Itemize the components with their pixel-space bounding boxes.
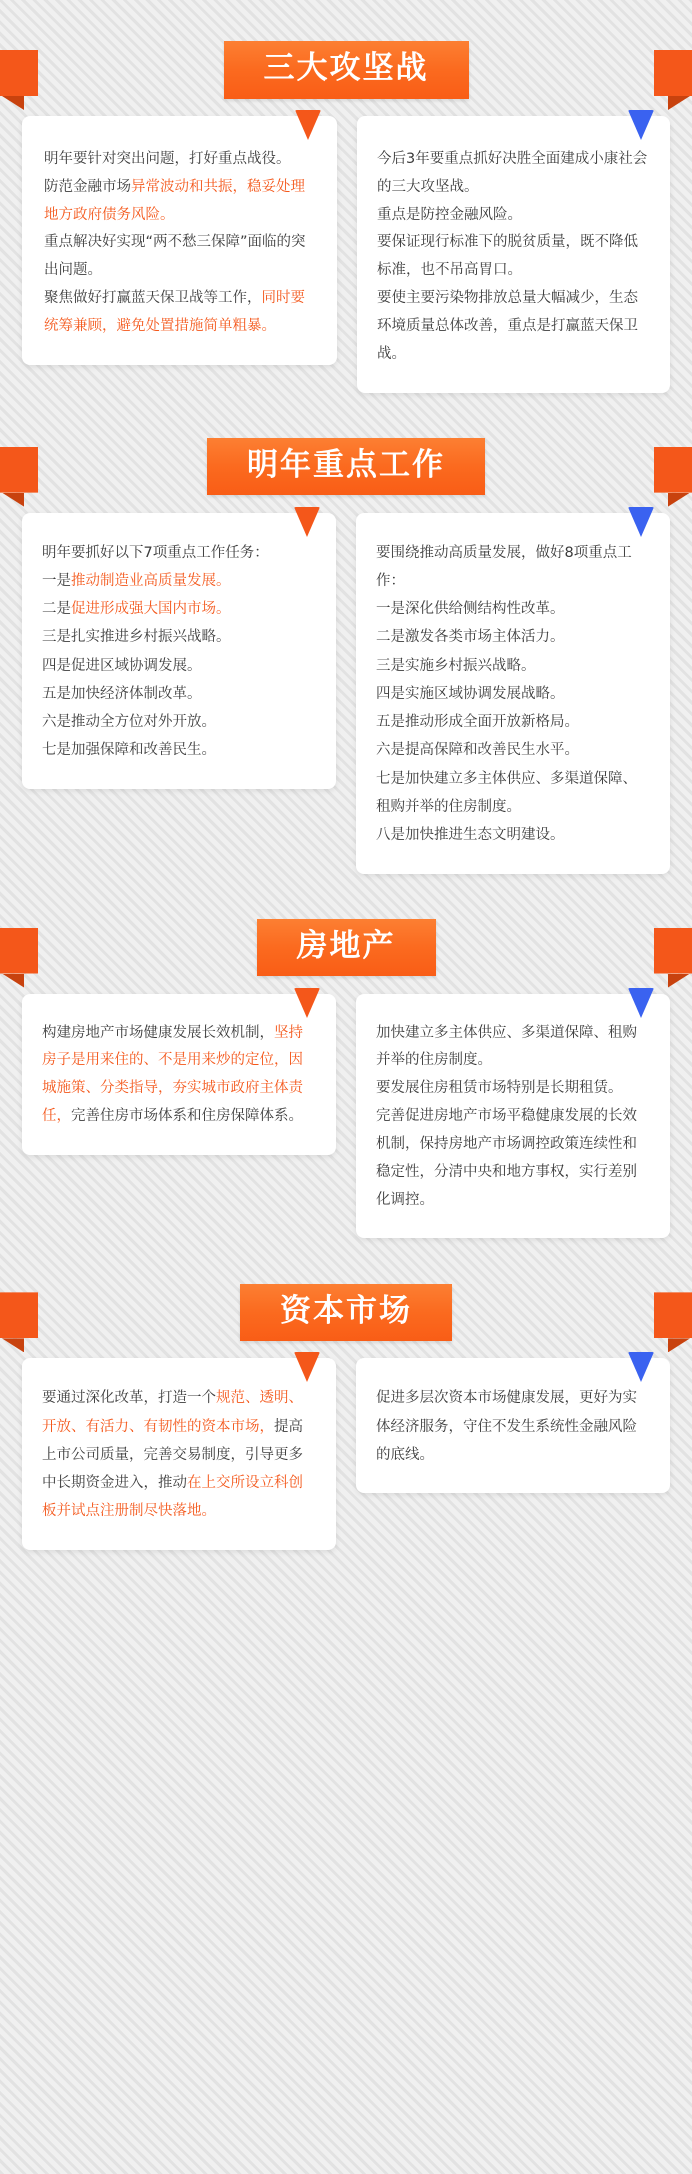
section-banner [22,902,670,994]
body-text: 防范金融市场 [44,178,131,195]
body-text: 一是 [42,572,71,589]
body-text: 要通过深化改革，打造一个 [42,1390,216,1407]
body-text: 三是扎实推进乡村振兴战略。 [42,629,231,646]
ribbon-tail-left [0,50,38,96]
body-text: 明年要抓好以下7项重点工作任务： [42,544,269,561]
card-pair [22,116,670,393]
section-banner [22,24,670,116]
corner-bookmark-icon [628,1352,654,1382]
body-text: 二是激发各类市场主体活力。 [376,629,565,646]
corner-bookmark-icon [628,988,654,1018]
card-right [356,513,670,874]
paragraph [42,539,316,567]
paragraph [42,736,316,764]
card-pair [22,994,670,1239]
paragraph [377,146,650,202]
highlighted-text: 同时要统筹兼顾，避免处置措施简单粗暴。 [44,290,305,334]
paragraph [376,1384,650,1469]
highlighted-text: 推动制造业高质量发展。 [71,572,231,589]
body-text: 六是提高保障和改善民生水平。 [376,742,579,759]
section-title: 明年重点工作 [207,438,485,496]
body-text: 四是促进区域协调发展。 [42,657,202,674]
paragraph [42,708,316,736]
body-text: 聚焦做好打赢蓝天保卫战等工作， [44,290,262,307]
body-text: 构建房地产市场健康发展长效机制， [42,1024,274,1041]
body-text: 明年要针对突出问题，打好重点战役。 [44,151,291,167]
body-text: 七是加快建立多主体供应、多渠道保障、租购并举的住房制度。 [376,770,637,816]
paragraph [44,174,317,230]
card-left [22,116,337,365]
ribbon-fold-right [668,1338,690,1352]
body-text: 三是实施乡村振兴战略。 [376,657,536,674]
section-banner [22,1266,670,1358]
paragraph [376,1103,650,1214]
ribbon-fold-left [2,1338,24,1352]
corner-bookmark-icon [628,110,654,140]
ribbon-fold-left [2,493,24,507]
section-key-work [22,421,670,874]
corner-bookmark-icon [294,1352,320,1382]
body-text: 重点解决好实现“两不愁三保障”面临的突出问题。 [44,234,306,279]
section-title: 资本市场 [240,1284,452,1342]
body-text: 八是加快推进生态文明建设。 [376,827,565,844]
paragraph [376,539,650,596]
body-text: 重点是防控金融风险。 [377,206,522,223]
body-text: 五是加快经济体制改革。 [42,685,202,702]
ribbon-fold-right [668,96,690,110]
section-three-battles [22,24,670,393]
ribbon-tail-right [654,50,692,96]
ribbon-fold-right [668,493,690,507]
paragraph [377,202,650,230]
paragraph [376,1075,650,1103]
paragraph [376,652,650,680]
body-text: 提高上市公司质量，完善交易制度，引导更多中长期资金进入，推动 [42,1418,303,1492]
highlighted-text: 坚持房子是用来住的、不是用来炒的定位，因城施策、分类指导，夯实城市政府主体责任， [42,1024,303,1125]
paragraph [42,595,316,623]
body-text: 六是推动全方位对外开放。 [42,714,216,731]
ribbon-tail-left [0,447,38,493]
body-text: 要围绕推动高质量发展，做好8项重点工作： [376,544,632,589]
highlighted-text: 异常波动和共振，稳妥处理地方政府债务风险。 [44,178,305,223]
paragraph [377,285,650,368]
section-real-estate [22,902,670,1239]
section-title: 三大攻坚战 [224,41,469,99]
paragraph [44,285,317,341]
card-right [356,1358,670,1493]
body-text: 要发展住房租赁市场特别是长期租赁。 [376,1080,623,1097]
ribbon-tail-left [0,928,38,974]
paragraph [376,680,650,708]
ribbon-tail-right [654,928,692,974]
paragraph [376,821,650,849]
ribbon-tail-right [654,1292,692,1338]
body-text: 今后3年要重点抓好决胜全面建成小康社会的三大攻坚战。 [377,151,648,195]
highlighted-text: 规范、透明、开放、有活力、有韧性的资本市场， [42,1390,303,1435]
body-text: 七是加强保障和改善民生。 [42,742,216,759]
card-right [357,116,670,393]
highlighted-text: 在上交所设立科创板并试点注册制尽快落地。 [42,1475,303,1520]
card-right [356,994,670,1239]
ribbon-tail-right [654,447,692,493]
paragraph [376,736,650,764]
body-text: 完善促进房地产市场平稳健康发展的长效机制，保持房地产市场调控政策连续性和稳定性，分清中央和地方事权，实行差别化调控。 [376,1108,637,1208]
body-text: 加快建立多主体供应、多渠道保障、租购并举的住房制度。 [376,1024,637,1069]
body-text: 五是推动形成全面开放新格局。 [376,714,579,731]
paragraph [42,1384,316,1525]
paragraph [42,1020,316,1131]
ribbon-tail-left [0,1292,38,1338]
body-text: 一是深化供给侧结构性改革。 [376,601,565,618]
ribbon-fold-left [2,974,24,988]
corner-bookmark-icon [295,110,321,140]
paragraph [44,229,317,285]
section-banner [22,421,670,513]
body-text: 促进多层次资本市场健康发展，更好为实体经济服务，守住不发生系统性金融风险的底线。 [376,1390,637,1463]
body-text: 完善住房市场体系和住房保障体系。 [71,1108,303,1125]
body-text: 要保证现行标准下的脱贫质量，既不降低标准，也不吊高胃口。 [377,234,638,279]
card-left [22,1358,336,1549]
section-capital-market [22,1266,670,1549]
card-left [22,513,336,789]
card-left [22,994,336,1155]
paragraph [376,1020,650,1076]
paragraph [376,708,650,736]
paragraph [42,567,316,595]
highlighted-text: 促进形成强大国内市场。 [71,601,231,618]
paragraph [376,595,650,623]
paragraph [376,765,650,822]
card-pair [22,1358,670,1549]
ribbon-fold-left [2,96,24,110]
body-text: 要使主要污染物排放总量大幅减少，生态环境质量总体改善，重点是打赢蓝天保卫战。 [377,290,638,362]
body-text: 二是 [42,601,71,618]
paragraph [377,229,650,285]
paragraph [42,623,316,651]
section-title: 房地产 [257,919,436,977]
corner-bookmark-icon [628,507,654,537]
paragraph [44,146,317,174]
paragraph [42,652,316,680]
paragraph [42,680,316,708]
card-pair [22,513,670,874]
paragraph [376,623,650,651]
ribbon-fold-right [668,974,690,988]
body-text: 四是实施区域协调发展战略。 [376,685,565,702]
corner-bookmark-icon [294,988,320,1018]
corner-bookmark-icon [294,507,320,537]
